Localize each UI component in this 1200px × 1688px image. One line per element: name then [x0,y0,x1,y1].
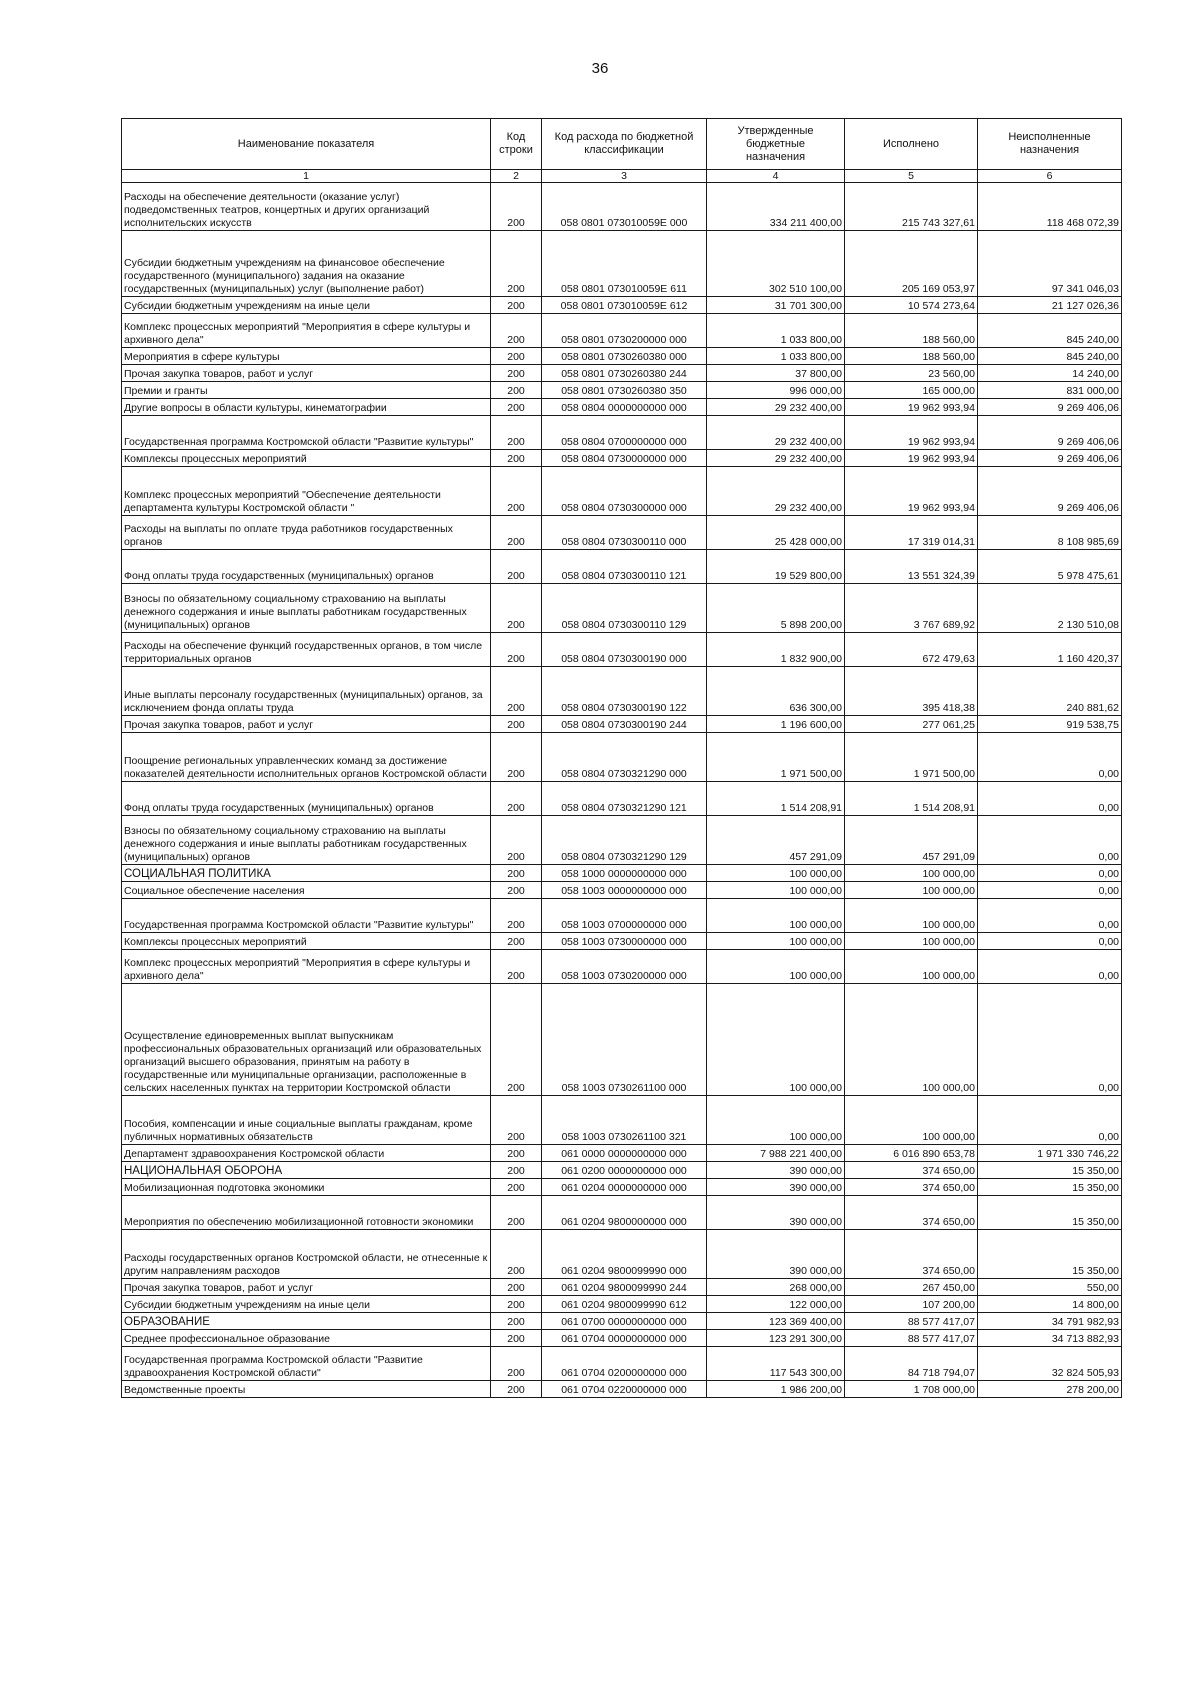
unexecuted-amount-cell: 8 108 985,69 [978,516,1122,550]
budget-code-cell: 058 1003 0700000000 000 [542,899,707,933]
table-row [122,399,1122,416]
indicator-name-cell: СОЦИАЛЬНАЯ ПОЛИТИКА [122,865,491,882]
header-budget-code [542,119,707,170]
approved-amount-cell: 636 300,00 [707,667,845,716]
indicator-name-cell: Государственная программа Костромской области "Развитие культуры" [122,416,491,450]
approved-amount-cell: 25 428 000,00 [707,516,845,550]
line-code-cell: 200 [491,584,542,633]
header-unexecuted [978,119,1122,170]
approved-amount-cell: 29 232 400,00 [707,467,845,516]
header-budget-code-part: классификации [584,144,664,156]
table-row [122,314,1122,348]
line-code-cell: 200 [491,1096,542,1145]
indicator-name-cell: Пособия, компенсации и иные социальные выплаты гражданам, кроме публичных нормативных обязательств [122,1096,491,1145]
approved-amount-cell: 29 232 400,00 [707,399,845,416]
header-approved-part: Утвержденные [737,124,814,137]
column-number: 1 [122,170,491,183]
indicator-name-cell: Комплексы процессных мероприятий [122,450,491,467]
line-code-cell: 200 [491,1330,542,1347]
approved-amount-cell: 100 000,00 [707,865,845,882]
indicator-name-cell: Осуществление единовременных выплат выпускникам профессиональных образовательных организаций или образовательных организаций высшего образования, принятым на работу в государственные или муниципальные организации, расположенные в сельских населенных пунктах на территории Костромской области [122,984,491,1096]
unexecuted-amount-cell: 0,00 [978,733,1122,782]
unexecuted-amount-cell: 15 350,00 [978,1196,1122,1230]
table-row [122,950,1122,984]
table-row [122,633,1122,667]
indicator-name-cell: Государственная программа Костромской области "Развитие культуры" [122,899,491,933]
indicator-name-cell: Фонд оплаты труда государственных (муниципальных) органов [122,550,491,584]
line-code-cell: 200 [491,382,542,399]
budget-code-cell: 061 0204 9800099990 244 [542,1279,707,1296]
table-row [122,516,1122,550]
executed-amount-cell: 215 743 327,61 [845,183,978,231]
unexecuted-amount-cell: 240 881,62 [978,667,1122,716]
column-number: 2 [491,170,542,183]
unexecuted-amount-cell: 97 341 046,03 [978,231,1122,297]
approved-amount-cell: 1 196 600,00 [707,716,845,733]
budget-code-cell: 061 0204 0000000000 000 [542,1179,707,1196]
table-row [122,667,1122,716]
line-code-cell: 200 [491,1230,542,1279]
approved-amount-cell: 100 000,00 [707,933,845,950]
executed-amount-cell: 107 200,00 [845,1296,978,1313]
header-approved-part: назначения [745,150,806,163]
line-code-cell: 200 [491,1381,542,1398]
unexecuted-amount-cell: 0,00 [978,933,1122,950]
approved-amount-cell: 390 000,00 [707,1162,845,1179]
unexecuted-amount-cell: 0,00 [978,1096,1122,1145]
line-code-cell: 200 [491,716,542,733]
indicator-name-cell: Прочая закупка товаров, работ и услуг [122,365,491,382]
unexecuted-amount-cell: 0,00 [978,865,1122,882]
line-code-cell: 200 [491,984,542,1096]
unexecuted-amount-cell: 34 791 982,93 [978,1313,1122,1330]
unexecuted-amount-cell: 1 160 420,37 [978,633,1122,667]
line-code-cell: 200 [491,865,542,882]
executed-amount-cell: 100 000,00 [845,865,978,882]
line-code-cell: 200 [491,467,542,516]
budget-code-cell: 058 1003 0730200000 000 [542,950,707,984]
budget-code-cell: 058 0801 073010059Е 000 [542,183,707,231]
unexecuted-amount-cell: 0,00 [978,882,1122,899]
budget-code-cell: 058 0801 0730260380 000 [542,348,707,365]
unexecuted-amount-cell: 845 240,00 [978,314,1122,348]
line-code-cell: 200 [491,297,542,314]
table-row [122,1347,1122,1381]
approved-amount-cell: 29 232 400,00 [707,450,845,467]
unexecuted-amount-cell: 0,00 [978,816,1122,865]
indicator-name-cell: Взносы по обязательному социальному страхованию на выплаты денежного содержания и иные выплаты работникам государственных (муниципальных) органов [122,816,491,865]
table-row [122,1145,1122,1162]
unexecuted-amount-cell: 14 240,00 [978,365,1122,382]
unexecuted-amount-cell: 845 240,00 [978,348,1122,365]
table-row [122,1381,1122,1398]
header-unexecuted-part: назначения [1019,144,1080,156]
approved-amount-cell: 100 000,00 [707,899,845,933]
budget-code-cell: 058 0804 0730300110 000 [542,516,707,550]
executed-amount-cell: 188 560,00 [845,348,978,365]
unexecuted-amount-cell: 550,00 [978,1279,1122,1296]
unexecuted-amount-cell: 15 350,00 [978,1162,1122,1179]
table-row [122,1179,1122,1196]
budget-code-cell: 058 0801 0730260380 244 [542,365,707,382]
indicator-name-cell: Расходы на обеспечение функций государственных органов, в том числе территориальных органов [122,633,491,667]
indicator-name-cell: Комплексы процессных мероприятий [122,933,491,950]
indicator-name-cell: Расходы на выплаты по оплате труда работников государственных органов [122,516,491,550]
approved-amount-cell: 1 033 800,00 [707,348,845,365]
table-row [122,1330,1122,1347]
executed-amount-cell: 395 418,38 [845,667,978,716]
line-code-cell: 200 [491,550,542,584]
executed-amount-cell: 6 016 890 653,78 [845,1145,978,1162]
indicator-name-cell: Субсидии бюджетным учреждениям на иные цели [122,1296,491,1313]
table-row [122,816,1122,865]
header-approved-part: бюджетные [746,137,805,150]
line-code-cell: 200 [491,314,542,348]
executed-amount-cell: 19 962 993,94 [845,399,978,416]
line-code-cell: 200 [491,516,542,550]
executed-amount-cell: 3 767 689,92 [845,584,978,633]
approved-amount-cell: 1 514 208,91 [707,782,845,816]
budget-code-cell: 058 1000 0000000000 000 [542,865,707,882]
header-line-code-part: Код [506,131,526,143]
table-row [122,716,1122,733]
indicator-name-cell: ОБРАЗОВАНИЕ [122,1313,491,1330]
line-code-cell: 200 [491,1145,542,1162]
indicator-name-cell: Премии и гранты [122,382,491,399]
approved-amount-cell: 334 211 400,00 [707,183,845,231]
line-code-cell: 200 [491,899,542,933]
line-code-cell: 200 [491,782,542,816]
budget-code-cell: 061 0204 9800000000 000 [542,1196,707,1230]
budget-code-cell: 058 1003 0730261100 321 [542,1096,707,1145]
table-row [122,416,1122,450]
indicator-name-cell: Взносы по обязательному социальному страхованию на выплаты денежного содержания и иные выплаты работникам государственных (муниципальных) органов [122,584,491,633]
budget-code-cell: 058 0804 0000000000 000 [542,399,707,416]
approved-amount-cell: 100 000,00 [707,1096,845,1145]
line-code-cell: 200 [491,365,542,382]
executed-amount-cell: 17 319 014,31 [845,516,978,550]
page-number: 36 [591,60,609,77]
unexecuted-amount-cell: 118 468 072,39 [978,183,1122,231]
line-code-cell: 200 [491,667,542,716]
line-code-cell: 200 [491,231,542,297]
column-number: 3 [542,170,707,183]
approved-amount-cell: 390 000,00 [707,1230,845,1279]
header-name: Наименование показателя [122,119,491,170]
indicator-name-cell: Субсидии бюджетным учреждениям на финансовое обеспечение государственного (муниципального) задания на оказание государственных (муниципальных) услуг (выполнение работ) [122,231,491,297]
budget-code-cell: 058 0804 0730321290 129 [542,816,707,865]
indicator-name-cell: Прочая закупка товаров, работ и услуг [122,716,491,733]
approved-amount-cell: 268 000,00 [707,1279,845,1296]
indicator-name-cell: Мобилизационная подготовка экономики [122,1179,491,1196]
executed-amount-cell: 19 962 993,94 [845,416,978,450]
table-row [122,1296,1122,1313]
budget-code-cell: 058 0804 0730000000 000 [542,450,707,467]
approved-amount-cell: 1 832 900,00 [707,633,845,667]
budget-code-cell: 058 0804 0700000000 000 [542,416,707,450]
unexecuted-amount-cell: 15 350,00 [978,1230,1122,1279]
table-row [122,183,1122,231]
approved-amount-cell: 1 033 800,00 [707,314,845,348]
executed-amount-cell: 13 551 324,39 [845,550,978,584]
line-code-cell: 200 [491,933,542,950]
approved-amount-cell: 100 000,00 [707,984,845,1096]
indicator-name-cell: Другие вопросы в области культуры, кинематографии [122,399,491,416]
unexecuted-amount-cell: 15 350,00 [978,1179,1122,1196]
column-number: 5 [845,170,978,183]
approved-amount-cell: 31 701 300,00 [707,297,845,314]
line-code-cell: 200 [491,633,542,667]
executed-amount-cell: 100 000,00 [845,950,978,984]
line-code-cell: 200 [491,1347,542,1381]
approved-amount-cell: 7 988 221 400,00 [707,1145,845,1162]
unexecuted-amount-cell: 21 127 026,36 [978,297,1122,314]
table-row [122,450,1122,467]
line-code-cell: 200 [491,416,542,450]
budget-code-cell: 058 0804 0730300110 129 [542,584,707,633]
budget-code-cell: 061 0704 0200000000 000 [542,1347,707,1381]
executed-amount-cell: 84 718 794,07 [845,1347,978,1381]
executed-amount-cell: 19 962 993,94 [845,450,978,467]
indicator-name-cell: Комплекс процессных мероприятий "Обеспечение деятельности департамента культуры Костромской области " [122,467,491,516]
unexecuted-amount-cell: 5 978 475,61 [978,550,1122,584]
line-code-cell: 200 [491,1162,542,1179]
approved-amount-cell: 100 000,00 [707,882,845,899]
executed-amount-cell: 23 560,00 [845,365,978,382]
indicator-name-cell: Расходы государственных органов Костромской области, не отнесенные к другим направлениям расходов [122,1230,491,1279]
budget-code-cell: 058 0804 0730321290 000 [542,733,707,782]
line-code-cell: 200 [491,1296,542,1313]
budget-code-cell: 058 1003 0730000000 000 [542,933,707,950]
approved-amount-cell: 390 000,00 [707,1196,845,1230]
line-code-cell: 200 [491,1196,542,1230]
table-row [122,933,1122,950]
indicator-name-cell: Комплекс процессных мероприятий "Мероприятия в сфере культуры и архивного дела" [122,950,491,984]
column-number: 4 [707,170,845,183]
budget-code-cell: 058 0804 0730300190 122 [542,667,707,716]
budget-code-cell: 061 0204 9800099990 612 [542,1296,707,1313]
executed-amount-cell: 188 560,00 [845,314,978,348]
executed-amount-cell: 88 577 417,07 [845,1313,978,1330]
budget-code-cell: 058 0804 0730300190 244 [542,716,707,733]
indicator-name-cell: Мероприятия в сфере культуры [122,348,491,365]
budget-code-cell: 061 0704 0220000000 000 [542,1381,707,1398]
indicator-name-cell: Среднее профессиональное образование [122,1330,491,1347]
table-row [122,584,1122,633]
table-row [122,1162,1122,1179]
budget-code-cell: 058 0804 0730300190 000 [542,633,707,667]
table-row [122,467,1122,516]
executed-amount-cell: 1 514 208,91 [845,782,978,816]
unexecuted-amount-cell: 0,00 [978,899,1122,933]
indicator-name-cell: Департамент здравоохранения Костромской области [122,1145,491,1162]
column-number-row [122,170,1122,183]
approved-amount-cell: 5 898 200,00 [707,584,845,633]
table-row [122,899,1122,933]
unexecuted-amount-cell: 919 538,75 [978,716,1122,733]
approved-amount-cell: 1 986 200,00 [707,1381,845,1398]
indicator-name-cell: Прочая закупка товаров, работ и услуг [122,1279,491,1296]
executed-amount-cell: 457 291,09 [845,816,978,865]
executed-amount-cell: 374 650,00 [845,1230,978,1279]
budget-code-cell: 058 0801 073010059Е 612 [542,297,707,314]
executed-amount-cell: 100 000,00 [845,882,978,899]
unexecuted-amount-cell: 9 269 406,06 [978,399,1122,416]
executed-amount-cell: 165 000,00 [845,382,978,399]
indicator-name-cell: Социальное обеспечение населения [122,882,491,899]
budget-code-cell: 058 0804 0730300110 121 [542,550,707,584]
header-budget-code-part: Код расхода по бюджетной [554,131,694,143]
approved-amount-cell: 19 529 800,00 [707,550,845,584]
column-number: 6 [978,170,1122,183]
line-code-cell: 200 [491,950,542,984]
budget-code-cell: 061 0204 9800099990 000 [542,1230,707,1279]
unexecuted-amount-cell: 831 000,00 [978,382,1122,399]
unexecuted-amount-cell: 34 713 882,93 [978,1330,1122,1347]
line-code-cell: 200 [491,1179,542,1196]
approved-amount-cell: 37 800,00 [707,365,845,382]
budget-code-cell: 058 1003 0000000000 000 [542,882,707,899]
approved-amount-cell: 457 291,09 [707,816,845,865]
table-row [122,1196,1122,1230]
approved-amount-cell: 117 543 300,00 [707,1347,845,1381]
table-row [122,348,1122,365]
unexecuted-amount-cell: 9 269 406,06 [978,467,1122,516]
executed-amount-cell: 205 169 053,97 [845,231,978,297]
unexecuted-amount-cell: 9 269 406,06 [978,416,1122,450]
indicator-name-cell: НАЦИОНАЛЬНАЯ ОБОРОНА [122,1162,491,1179]
table-row [122,1096,1122,1145]
indicator-name-cell: Ведомственные проекты [122,1381,491,1398]
table-row [122,382,1122,399]
table-row [122,1313,1122,1330]
budget-code-cell: 061 0704 0000000000 000 [542,1330,707,1347]
executed-amount-cell: 277 061,25 [845,716,978,733]
unexecuted-amount-cell: 0,00 [978,782,1122,816]
table-row [122,1279,1122,1296]
line-code-cell: 200 [491,882,542,899]
executed-amount-cell: 100 000,00 [845,933,978,950]
unexecuted-amount-cell: 32 824 505,93 [978,1347,1122,1381]
table-row [122,297,1122,314]
budget-code-cell: 058 0804 0730300000 000 [542,467,707,516]
executed-amount-cell: 10 574 273,64 [845,297,978,314]
unexecuted-amount-cell: 2 130 510,08 [978,584,1122,633]
indicator-name-cell: Фонд оплаты труда государственных (муниципальных) органов [122,782,491,816]
executed-amount-cell: 100 000,00 [845,984,978,1096]
header-executed: Исполнено [845,119,978,170]
indicator-name-cell: Государственная программа Костромской области "Развитие здравоохранения Костромской области" [122,1347,491,1381]
header-line-code [491,119,542,170]
line-code-cell: 200 [491,183,542,231]
unexecuted-amount-cell: 278 200,00 [978,1381,1122,1398]
table-row [122,231,1122,297]
executed-amount-cell: 100 000,00 [845,1096,978,1145]
unexecuted-amount-cell: 0,00 [978,984,1122,1096]
header-unexecuted-part: Неисполненные [1008,131,1091,143]
approved-amount-cell: 100 000,00 [707,950,845,984]
executed-amount-cell: 374 650,00 [845,1162,978,1179]
budget-code-cell: 058 0801 073010059Е 611 [542,231,707,297]
indicator-name-cell: Комплекс процессных мероприятий "Мероприятия в сфере культуры и архивного дела" [122,314,491,348]
indicator-name-cell: Поощрение региональных управленческих команд за достижение показателей деятельности исполнительных органов Костромской области [122,733,491,782]
line-code-cell: 200 [491,399,542,416]
budget-code-cell: 061 0700 0000000000 000 [542,1313,707,1330]
indicator-name-cell: Иные выплаты персоналу государственных (муниципальных) органов, за исключением фонда оплаты труда [122,667,491,716]
executed-amount-cell: 19 962 993,94 [845,467,978,516]
budget-execution-table [121,118,1122,1398]
line-code-cell: 200 [491,733,542,782]
approved-amount-cell: 390 000,00 [707,1179,845,1196]
line-code-cell: 200 [491,816,542,865]
approved-amount-cell: 29 232 400,00 [707,416,845,450]
budget-code-cell: 058 0801 0730260380 350 [542,382,707,399]
indicator-name-cell: Мероприятия по обеспечению мобилизационной готовности экономики [122,1196,491,1230]
executed-amount-cell: 267 450,00 [845,1279,978,1296]
indicator-name-cell: Субсидии бюджетным учреждениям на иные цели [122,297,491,314]
table-row [122,984,1122,1096]
budget-code-cell: 061 0000 0000000000 000 [542,1145,707,1162]
header-approved [707,119,845,170]
indicator-name-cell: Расходы на обеспечение деятельности (оказание услуг) подведомственных театров, концертных и других организаций исполнительских искусств [122,183,491,231]
unexecuted-amount-cell: 0,00 [978,950,1122,984]
budget-code-cell: 058 1003 0730261100 000 [542,984,707,1096]
unexecuted-amount-cell: 9 269 406,06 [978,450,1122,467]
executed-amount-cell: 374 650,00 [845,1179,978,1196]
line-code-cell: 200 [491,1313,542,1330]
approved-amount-cell: 122 000,00 [707,1296,845,1313]
executed-amount-cell: 88 577 417,07 [845,1330,978,1347]
budget-code-cell: 058 0801 0730200000 000 [542,314,707,348]
approved-amount-cell: 1 971 500,00 [707,733,845,782]
approved-amount-cell: 996 000,00 [707,382,845,399]
table-row [122,550,1122,584]
executed-amount-cell: 1 971 500,00 [845,733,978,782]
header-line-code-part: строки [499,144,533,156]
table-row [122,365,1122,382]
executed-amount-cell: 374 650,00 [845,1196,978,1230]
executed-amount-cell: 100 000,00 [845,899,978,933]
approved-amount-cell: 123 369 400,00 [707,1313,845,1330]
table-row [122,782,1122,816]
line-code-cell: 200 [491,1279,542,1296]
unexecuted-amount-cell: 1 971 330 746,22 [978,1145,1122,1162]
table-row [122,882,1122,899]
budget-code-cell: 058 0804 0730321290 121 [542,782,707,816]
executed-amount-cell: 672 479,63 [845,633,978,667]
table-row [122,733,1122,782]
table-row [122,865,1122,882]
approved-amount-cell: 123 291 300,00 [707,1330,845,1347]
table-row [122,1230,1122,1279]
budget-code-cell: 061 0200 0000000000 000 [542,1162,707,1179]
executed-amount-cell: 1 708 000,00 [845,1381,978,1398]
table-body [122,183,1122,1398]
line-code-cell: 200 [491,450,542,467]
line-code-cell: 200 [491,348,542,365]
unexecuted-amount-cell: 14 800,00 [978,1296,1122,1313]
approved-amount-cell: 302 510 100,00 [707,231,845,297]
table-header-row [122,119,1122,170]
